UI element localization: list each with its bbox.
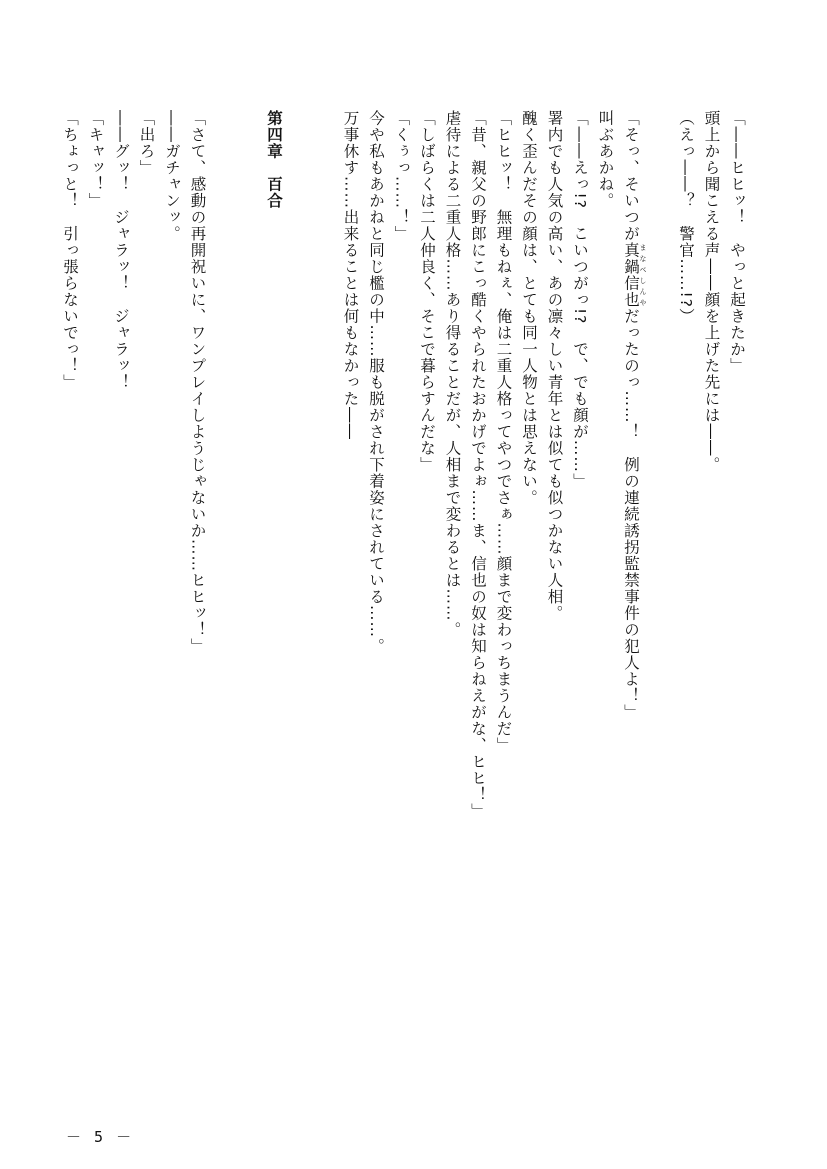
blank-line	[286, 110, 312, 1010]
text-line: 「キャッ！」	[86, 110, 105, 209]
text-line: ――ガチャンッ。	[163, 110, 181, 242]
page-number: － 5 －	[66, 1128, 134, 1146]
text-line: 醜く歪んだその顔は、とても同一人物とは思えない。	[520, 110, 538, 506]
ruby-base: 真鍋信也	[622, 242, 640, 308]
text-line: 頭上から聞こえる声――顔を上げた先には――。	[702, 110, 721, 473]
blank-line	[647, 110, 673, 1010]
ruby-name	[622, 242, 647, 308]
text-fragment: だったのっ……！ 例の連続誘拐監禁事件の犯人よ！」	[622, 308, 640, 721]
text-line: 「しばらくは二人仲良く、そこで暮らすんだな」	[418, 110, 436, 473]
chapter-heading: 第四章 百合	[265, 110, 283, 209]
text-line: 「――えっ!? こいつがっ!? で、でも顔が……」	[571, 110, 589, 490]
text-line: （えっ――？ 警官……!?）	[677, 110, 695, 325]
text-line: 「――ヒヒッ！ やっと起きたか」	[728, 110, 746, 374]
blank-line	[312, 110, 338, 1010]
ruby-reading: まなべしんや	[639, 242, 647, 308]
text-line: 「ちょっと！ 引っ張らないでっ！」	[61, 110, 79, 391]
text-line: 万事休す……出来ることは何もなかった――	[341, 110, 360, 440]
text-line: 叫ぶあかね。	[596, 110, 615, 209]
blank-line	[210, 110, 236, 1010]
text-line: ――グッ！ ジャラッ！ ジャラッ！	[112, 110, 130, 391]
text-line: 「出ろ」	[137, 110, 156, 176]
blank-line	[235, 110, 261, 1010]
text-line: 署内でも人気の高い、あの凛々しい青年とは似ても似つかない人相。	[545, 110, 564, 622]
text-line: 「昔、親父の野郎にこっ酷くやられたおかげでよぉ……ま、信也の奴は知らねえがな、ヒヒ！」	[469, 110, 487, 820]
text-fragment: 「そっ、そいつが	[622, 110, 640, 242]
text-line: 「ヒヒッ！ 無理もねぇ、俺は二重人格ってやつでさぁ……顔まで変わっちまうんだ」	[494, 110, 513, 754]
text-line: 「くぅっ……！」	[392, 110, 411, 242]
text-line: 「さて、感動の再開祝いに、ワンプレイしようじゃないか……ヒヒッ！」	[188, 110, 207, 655]
text-line-with-ruby	[618, 110, 648, 1010]
text-line: 虐待による二重人格……あり得ることだが、人相まで変わるとは……。	[443, 110, 462, 638]
text-line: 今や私もあかねと同じ檻の中……服も脱がされ下着姿にされている……。	[367, 110, 385, 655]
vertical-text-body	[57, 110, 750, 1010]
